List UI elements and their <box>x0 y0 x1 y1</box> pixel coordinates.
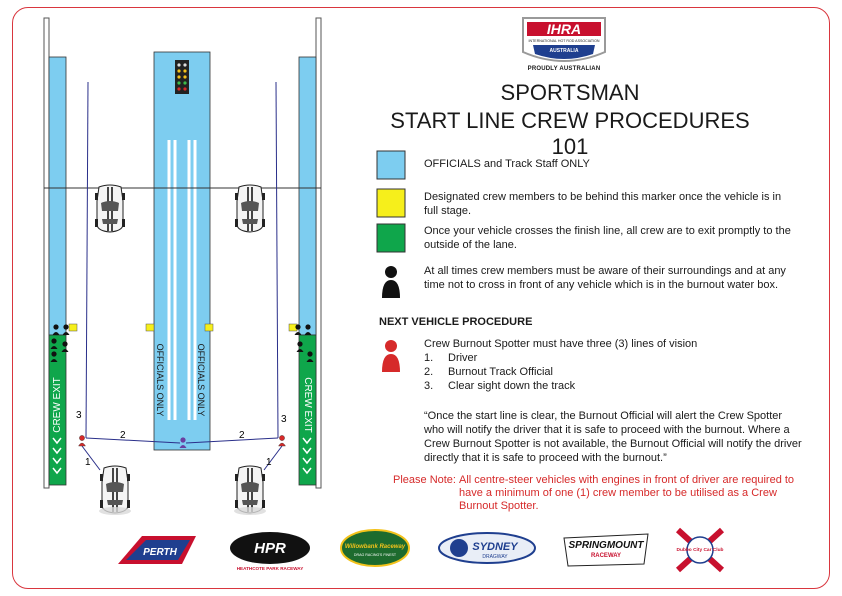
sponsor-willowbank-sub: DRAG RACING'S FINEST <box>353 553 397 557</box>
legend-swatch-exit <box>377 224 405 252</box>
right-wall <box>316 18 321 488</box>
sponsor-hpr-name: HPR <box>254 540 286 557</box>
spotter-left <box>79 435 86 446</box>
sponsor-logo-springmount <box>560 526 652 574</box>
official-zone-left <box>49 57 66 335</box>
lane-guide-right <box>276 82 278 438</box>
left-wall <box>44 18 49 488</box>
sponsor-sydney-name: SYDNEY <box>472 541 518 553</box>
crew-marker-left-outer <box>69 324 77 331</box>
burnout-smoke <box>99 507 266 515</box>
procedure-heading: NEXT VEHICLE PROCEDURE <box>379 316 533 328</box>
christmas-tree <box>175 60 189 94</box>
list-number: 1. <box>424 352 434 364</box>
list-number: 3. <box>424 380 434 392</box>
officials-only-label-right: OFFICIALS ONLY <box>196 343 206 417</box>
list-text: Clear sight down the track <box>448 380 576 392</box>
legend-text: At all times crew members must be aware of their surroundings and at any time not to cross in front of any vehicle which is in the burnout water box. <box>424 265 786 291</box>
procedure-quote: “Once the start line is clear, the Burnout Official will alert the Crew Spotter who will notify the driver that it is safe to proceed with the burnout. Where a Crew Burnout Spotter is not available, the Burnout Official will notify the driver directly that it is safe to proceed with the burnout.” <box>424 410 802 464</box>
crew-exit-label-right: CREW EXIT <box>302 377 313 433</box>
list-item <box>424 379 697 393</box>
sponsor-logo-willowbank <box>338 526 412 574</box>
sightline-1-left: 1 <box>85 457 91 468</box>
list-item <box>424 365 697 379</box>
crew-marker-left-inner <box>146 324 154 331</box>
list-item <box>424 351 697 365</box>
page-title-line2: START LINE CREW PROCEDURES 101 <box>390 108 750 159</box>
sponsor-perth-name: PERTH <box>143 547 177 558</box>
ihra-logo-text: IHRA <box>546 21 582 37</box>
lane-guide-left <box>86 82 88 438</box>
person-black-icon <box>382 266 400 298</box>
legend-text: Designated crew members to be behind this marker once the vehicle is in full stage. <box>424 191 782 217</box>
legend-swatch-crew-marker <box>377 189 405 217</box>
sightline-1-right: 1 <box>266 457 272 468</box>
sponsor-springmount-sub: RACEWAY <box>590 553 622 559</box>
sponsor-logo-perth <box>112 526 202 574</box>
car-staged-left <box>95 185 125 232</box>
sponsor-dubbo-name: Dubbo City Car Club <box>676 548 724 553</box>
sponsor-hpr-sub: HEATHCOTE PARK RACEWAY <box>236 566 304 571</box>
car-staged-right <box>235 185 265 232</box>
car-waiting-right <box>235 466 265 513</box>
spotter-right <box>279 435 286 446</box>
sightline-3-left: 3 <box>76 410 82 421</box>
sponsor-sydney-sub: DRAGWAY <box>482 554 508 560</box>
ihra-logo-country: AUSTRALIA <box>549 48 579 54</box>
vision-lines-list <box>424 351 697 393</box>
crew-exit-label-left: CREW EXIT <box>52 377 63 433</box>
sponsor-logo-hpr <box>227 526 313 574</box>
list-number: 2. <box>424 366 434 378</box>
note-text: All centre-steer vehicles with engines in front of driver are required to have a minimum of one (1) crew member to be utilised as a Crew Burnout Spotter. <box>459 474 795 512</box>
note-label: Please Note: <box>393 474 456 486</box>
sightline-2-right: 2 <box>239 430 245 441</box>
spotter-intro: Crew Burnout Spotter must have three (3) lines of vision <box>424 338 698 350</box>
legend-text: Once your vehicle crosses the finish line, all crew are to exit promptly to the outside of the lane. <box>424 225 791 251</box>
person-red-icon <box>382 340 400 372</box>
sightline-2-left: 2 <box>120 430 126 441</box>
ihra-logo-subtext: INTERNATIONAL HOT ROD ASSOCIATION <box>528 39 600 43</box>
sightline-3-right: 3 <box>281 414 287 425</box>
crew-marker-right-inner <box>205 324 213 331</box>
car-waiting-left <box>100 466 130 513</box>
page-title-line1: SPORTSMAN <box>500 80 640 105</box>
spotter-block <box>424 337 697 393</box>
sponsor-willowbank-name: Willowbank Raceway <box>344 544 406 550</box>
officials-only-label-left: OFFICIALS ONLY <box>155 343 165 417</box>
sponsor-springmount-name: SPRINGMOUNT <box>568 540 644 551</box>
sponsor-logo-sydney <box>435 526 539 574</box>
legend-text: OFFICIALS and Track Staff ONLY <box>424 158 590 170</box>
logo-tagline: PROUDLY AUSTRALIAN <box>527 66 601 72</box>
list-text: Driver <box>448 352 478 364</box>
official-zone-right <box>299 57 316 335</box>
list-text: Burnout Track Official <box>448 366 553 378</box>
sponsor-logo-dubbo <box>668 526 732 574</box>
